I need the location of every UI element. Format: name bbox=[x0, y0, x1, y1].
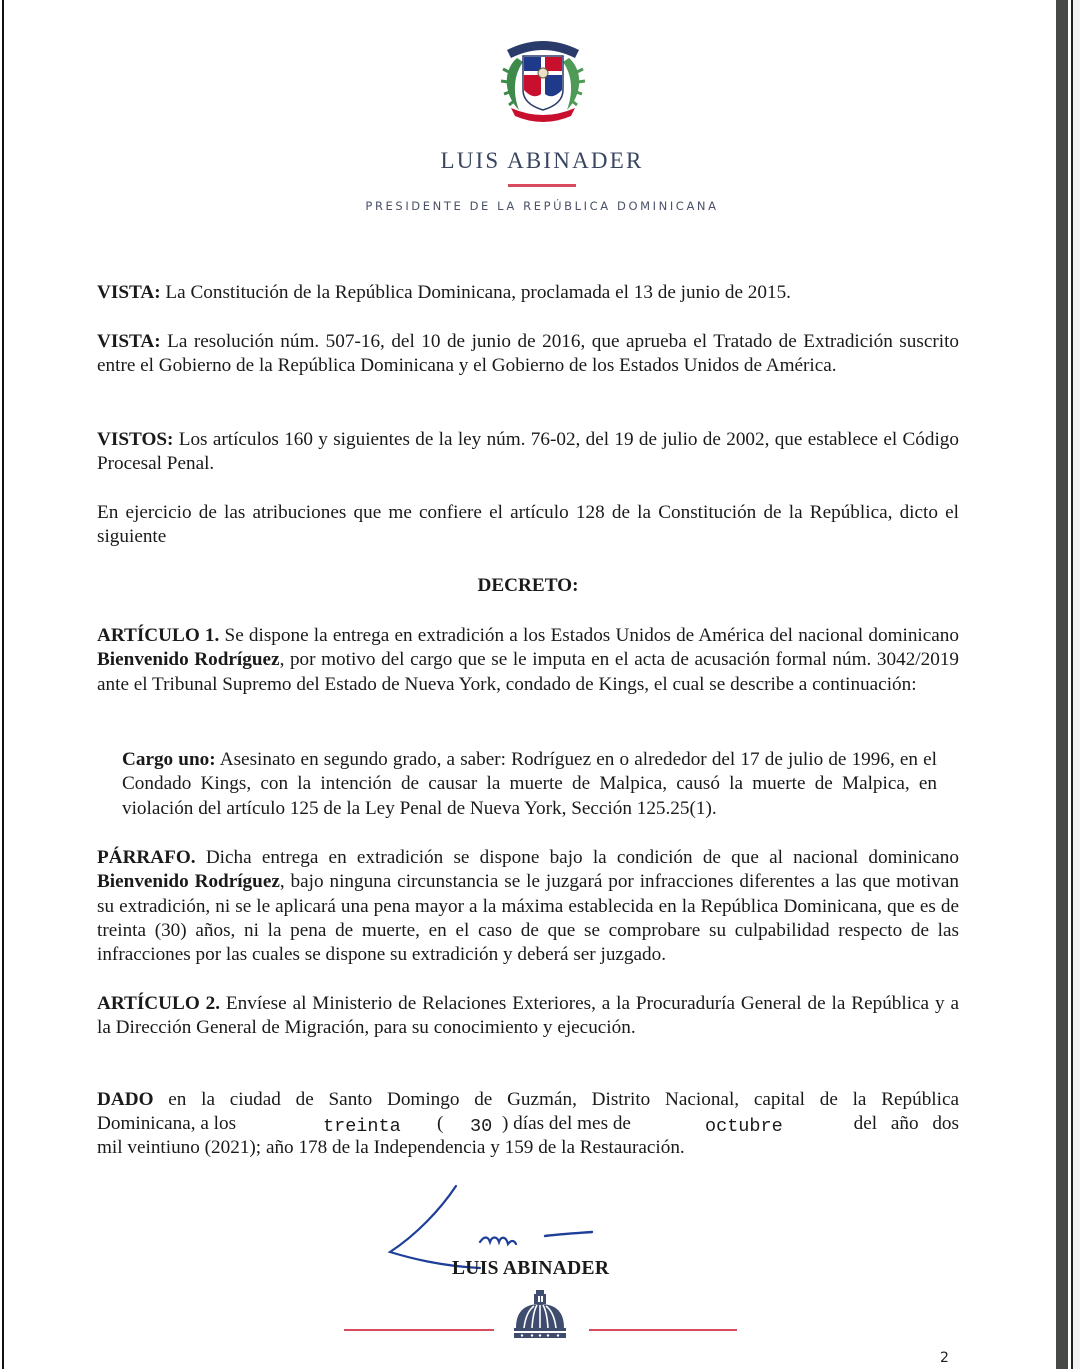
dado-line-2 bbox=[97, 1112, 959, 1138]
page-number: 2 bbox=[940, 1350, 949, 1366]
articulo-1-text: Se dispone la entrega en extradición a los Estados Unidos de América del nacional dominicano bbox=[219, 625, 959, 646]
vistos-codigo bbox=[97, 428, 959, 477]
parrafo-text: Dicha entrega en extradición se dispone bajo la condición de que al nacional dominicano bbox=[195, 847, 959, 868]
parrafo-text-cont: , bajo ninguna circunstancia se le juzgará por infracciones diferentes a las que motivan su extradición, ni se le aplicará una pena mayor a la máxima establecida en la República Dominicana, que es de treinta (30) años, ni la pena de muerte, en el caso de que se comprobare su culpabilidad respecto de las infracciones por las cuales se dispone su extradición y deberá ser juzgado. bbox=[97, 871, 959, 966]
vista-resolucion bbox=[97, 330, 959, 379]
cargo-text: Asesinato en segundo grado, a saber: Rodríguez en o alrededor del 17 de julio de 1996, en el Condado Kings, con la intención de causar la muerte de Malpica, causó la muerte de Malpica, en violación del artículo 125 de la Ley Penal de Nueva York, Sección 125.25(1). bbox=[122, 749, 938, 819]
articulo-1-label: ARTÍCULO 1. bbox=[97, 625, 220, 646]
signature-name: LUIS ABINADER bbox=[452, 1258, 610, 1279]
day-number-field: 30 bbox=[470, 1116, 493, 1137]
vistos-text: Los artículos 160 y siguientes de la ley núm. 76-02, del 19 de julio de 2002, que establece el Código Procesal Penal. bbox=[97, 429, 959, 475]
palacio-dome-icon bbox=[510, 1288, 570, 1340]
vista-text: La resolución núm. 507-16, del 10 de junio de 2016, que aprueba el Tratado de Extradición suscrito entre el Gobierno de la República Dominicana y el Gobierno de los Estados Unidos de América. bbox=[97, 331, 959, 377]
ejercicio-paragraph: En ejercicio de las atribuciones que me confiere el artículo 128 de la Constitución de la República, dicto el siguiente bbox=[97, 502, 959, 548]
articulo-1-text-cont: , por motivo del cargo que se le imputa en el acta de acusación formal núm. 3042/2019 ante el Tribunal Supremo del Estado de Nueva York, condado de Kings, el cual se describe a continuación: bbox=[97, 649, 960, 695]
vista-label: VISTA: bbox=[97, 282, 161, 303]
paren-open: ( bbox=[437, 1113, 444, 1134]
footer-rule-right bbox=[589, 1329, 737, 1331]
dado-line-3: mil veintiuno (2021); año 178 de la Independencia y 159 de la Restauración. bbox=[97, 1137, 685, 1158]
parrafo-label: PÁRRAFO. bbox=[97, 847, 196, 868]
defendant-name: Bienvenido Rodríguez bbox=[97, 649, 280, 671]
vistos-label: VISTOS: bbox=[97, 429, 174, 450]
coat-of-arms-icon bbox=[497, 28, 589, 123]
dado-text: del año dos bbox=[853, 1113, 959, 1134]
decreto-title: DECRETO: bbox=[477, 575, 579, 596]
articulo-2-text: Envíese al Ministerio de Relaciones Exteriores, a la Procuraduría General de la República y a la Dirección General de Migración, para su conocimiento y ejecución. bbox=[97, 993, 959, 1039]
cargo-label: Cargo uno: bbox=[122, 749, 216, 770]
dado-text: Dominicana, a los bbox=[97, 1113, 237, 1134]
header-divider bbox=[508, 184, 576, 187]
header-president-name: LUIS ABINADER bbox=[440, 148, 644, 173]
cargo-uno bbox=[122, 748, 937, 821]
dado-label: DADO bbox=[97, 1089, 154, 1110]
articulo-1 bbox=[97, 624, 959, 697]
dado-line-1 bbox=[97, 1088, 959, 1112]
dado-text: ) días del mes de bbox=[502, 1113, 631, 1134]
vista-text: La Constitución de la República Dominicana, proclamada el 13 de junio de 2015. bbox=[160, 282, 791, 303]
day-words-field: treinta bbox=[323, 1116, 401, 1137]
vista-constitucion bbox=[97, 281, 959, 305]
articulo-2 bbox=[97, 992, 959, 1041]
articulo-2-label: ARTÍCULO 2. bbox=[97, 993, 221, 1014]
header-subtitle: PRESIDENTE DE LA REPÚBLICA DOMINICANA bbox=[365, 199, 719, 213]
footer-rule-left bbox=[344, 1329, 494, 1331]
decreto-heading bbox=[97, 574, 959, 598]
dado-text: en la ciudad de Santo Domingo de Guzmán, Distrito Nacional, capital de la República bbox=[153, 1089, 959, 1110]
defendant-name: Bienvenido Rodríguez bbox=[97, 871, 280, 893]
parrafo bbox=[97, 846, 959, 967]
month-field: octubre bbox=[705, 1116, 783, 1137]
vista-label: VISTA: bbox=[97, 331, 161, 352]
